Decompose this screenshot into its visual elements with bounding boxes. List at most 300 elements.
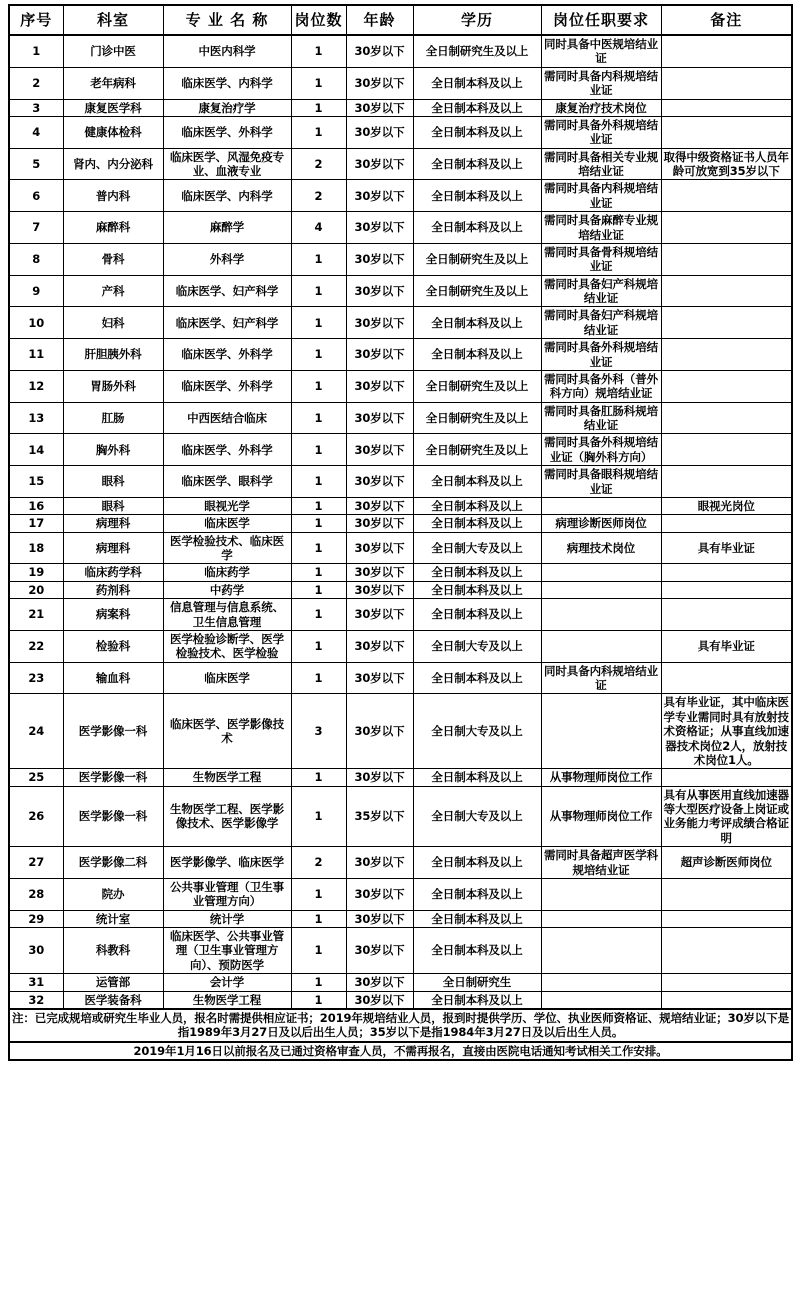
cell-requirements [541,497,661,514]
cell-education: 全日制大专及以上 [413,630,541,662]
cell-age: 30岁以下 [346,99,413,116]
cell-remarks [661,35,792,67]
cell-remarks: 具有毕业证 [661,532,792,564]
table-row [9,662,792,694]
column-header-major: 专 业 名 称 [163,5,291,35]
table-row [9,515,792,532]
cell-age: 30岁以下 [346,694,413,769]
cell-count: 1 [291,581,346,598]
cell-major: 医学检验技术、临床医学 [163,532,291,564]
cell-education: 全日制研究生及以上 [413,35,541,67]
cell-count: 1 [291,402,346,434]
cell-age: 35岁以下 [346,786,413,847]
cell-age: 30岁以下 [346,599,413,631]
cell-index: 8 [9,243,63,275]
cell-index: 22 [9,630,63,662]
cell-age: 30岁以下 [346,307,413,339]
cell-education: 全日制本科及以上 [413,148,541,180]
table-row [9,67,792,99]
cell-education: 全日制本科及以上 [413,466,541,498]
cell-count: 1 [291,116,346,148]
cell-major: 麻醉学 [163,212,291,244]
cell-age: 30岁以下 [346,148,413,180]
cell-count: 1 [291,67,346,99]
table-body [9,35,792,1009]
cell-department: 医学装备科 [63,991,163,1009]
cell-age: 30岁以下 [346,180,413,212]
cell-remarks [661,466,792,498]
cell-age: 30岁以下 [346,402,413,434]
column-header-remarks: 备注 [661,5,792,35]
cell-major: 临床医学、妇产科学 [163,307,291,339]
cell-index: 13 [9,402,63,434]
cell-department: 医学影像一科 [63,694,163,769]
cell-age: 30岁以下 [346,370,413,402]
cell-count: 1 [291,991,346,1009]
cell-requirements [541,928,661,974]
cell-remarks [661,275,792,307]
cell-department: 康复医学科 [63,99,163,116]
cell-requirements: 从事物理师岗位工作 [541,786,661,847]
cell-index: 5 [9,148,63,180]
recruitment-table [8,4,793,1061]
cell-count: 2 [291,847,346,879]
cell-requirements: 同时具备内科规培结业证 [541,662,661,694]
cell-remarks [661,180,792,212]
table-row [9,307,792,339]
cell-remarks [661,662,792,694]
cell-index: 20 [9,581,63,598]
cell-age: 30岁以下 [346,35,413,67]
cell-count: 1 [291,99,346,116]
cell-major: 临床医学、医学影像技术 [163,694,291,769]
table-row [9,694,792,769]
table-row [9,212,792,244]
cell-major: 临床医学、外科学 [163,434,291,466]
cell-age: 30岁以下 [346,974,413,991]
cell-count: 4 [291,212,346,244]
cell-count: 1 [291,630,346,662]
cell-age: 30岁以下 [346,532,413,564]
cell-index: 14 [9,434,63,466]
cell-education: 全日制大专及以上 [413,694,541,769]
cell-remarks [661,991,792,1009]
cell-requirements: 需同时具备外科规培结业证 [541,116,661,148]
table-row [9,974,792,991]
table-row [9,402,792,434]
cell-requirements: 需同时具备麻醉专业规培结业证 [541,212,661,244]
cell-remarks: 具有毕业证 [661,630,792,662]
cell-education: 全日制本科及以上 [413,878,541,910]
cell-index: 9 [9,275,63,307]
cell-remarks: 具有从事医用直线加速器等大型医疗设备上岗证或业务能力考评成绩合格证明 [661,786,792,847]
cell-major: 会计学 [163,974,291,991]
cell-department: 肝胆胰外科 [63,339,163,371]
cell-count: 1 [291,910,346,927]
column-header-index: 序号 [9,5,63,35]
cell-department: 妇科 [63,307,163,339]
cell-requirements [541,581,661,598]
cell-department: 胸外科 [63,434,163,466]
cell-major: 统计学 [163,910,291,927]
cell-education: 全日制大专及以上 [413,532,541,564]
cell-index: 31 [9,974,63,991]
cell-major: 生物医学工程、医学影像技术、医学影像学 [163,786,291,847]
cell-department: 医学影像二科 [63,847,163,879]
cell-count: 1 [291,243,346,275]
cell-department: 运管部 [63,974,163,991]
cell-index: 24 [9,694,63,769]
cell-count: 2 [291,148,346,180]
cell-requirements [541,599,661,631]
cell-requirements: 病理技术岗位 [541,532,661,564]
cell-major: 生物医学工程 [163,769,291,786]
cell-major: 临床医学、公共事业管理（卫生事业管理方向）、预防医学 [163,928,291,974]
cell-count: 1 [291,786,346,847]
cell-remarks [661,928,792,974]
cell-count: 1 [291,35,346,67]
cell-index: 21 [9,599,63,631]
cell-department: 麻醉科 [63,212,163,244]
cell-count: 1 [291,370,346,402]
cell-age: 30岁以下 [346,67,413,99]
cell-requirements [541,878,661,910]
cell-requirements: 需同时具备内科规培结业证 [541,180,661,212]
cell-education: 全日制本科及以上 [413,307,541,339]
table-row [9,991,792,1009]
cell-remarks: 取得中级资格证书人员年龄可放宽到35岁以下 [661,148,792,180]
cell-age: 30岁以下 [346,497,413,514]
cell-remarks [661,910,792,927]
cell-count: 1 [291,564,346,581]
cell-index: 28 [9,878,63,910]
cell-remarks [661,564,792,581]
cell-education: 全日制本科及以上 [413,67,541,99]
cell-requirements [541,910,661,927]
cell-index: 19 [9,564,63,581]
cell-requirements: 康复治疗技术岗位 [541,99,661,116]
cell-remarks [661,212,792,244]
cell-major: 医学影像学、临床医学 [163,847,291,879]
footnote-text: 注：已完成规培或研究生毕业人员，报名时需提供相应证书；2019年规培结业人员，报到时提供学历、学位、执业医师资格证、规培结业证；30岁以下是指1989年3月27日及以后出生人员；35岁以下是指1984年3月27日及以后出生人员。 [9,1009,792,1042]
table-row [9,581,792,598]
table-row [9,786,792,847]
cell-major: 医学检验诊断学、医学检验技术、医学检验 [163,630,291,662]
cell-count: 1 [291,878,346,910]
cell-count: 1 [291,974,346,991]
cell-requirements: 需同时具备相关专业规培结业证 [541,148,661,180]
table-row [9,910,792,927]
cell-requirements [541,564,661,581]
cell-education: 全日制研究生及以上 [413,402,541,434]
cell-department: 输血科 [63,662,163,694]
cell-requirements [541,991,661,1009]
cell-remarks [661,307,792,339]
cell-index: 15 [9,466,63,498]
cell-major: 临床医学、眼科学 [163,466,291,498]
cell-remarks [661,974,792,991]
cell-major: 中药学 [163,581,291,598]
cell-age: 30岁以下 [346,466,413,498]
cell-index: 25 [9,769,63,786]
cell-count: 2 [291,180,346,212]
cell-age: 30岁以下 [346,630,413,662]
cell-department: 统计室 [63,910,163,927]
cell-requirements: 需同时具备眼科规培结业证 [541,466,661,498]
table-header [9,5,792,35]
cell-age: 30岁以下 [346,878,413,910]
cell-department: 医学影像一科 [63,769,163,786]
cell-major: 中医内科学 [163,35,291,67]
cell-index: 3 [9,99,63,116]
cell-education: 全日制本科及以上 [413,599,541,631]
header-row [9,5,792,35]
cell-department: 药剂科 [63,581,163,598]
cell-age: 30岁以下 [346,928,413,974]
cell-age: 30岁以下 [346,212,413,244]
cell-education: 全日制本科及以上 [413,991,541,1009]
cell-index: 30 [9,928,63,974]
cell-education: 全日制研究生及以上 [413,275,541,307]
cell-remarks [661,67,792,99]
cell-requirements: 需同时具备外科规培结业证 [541,339,661,371]
cell-education: 全日制本科及以上 [413,212,541,244]
column-header-age: 年龄 [346,5,413,35]
cell-department: 医学影像一科 [63,786,163,847]
cell-requirements: 需同时具备内科规培结业证 [541,67,661,99]
cell-department: 临床药学科 [63,564,163,581]
table-row [9,878,792,910]
cell-education: 全日制研究生及以上 [413,370,541,402]
cell-remarks [661,515,792,532]
column-header-education: 学历 [413,5,541,35]
cell-department: 科教科 [63,928,163,974]
cell-remarks [661,599,792,631]
cell-major: 生物医学工程 [163,991,291,1009]
cell-department: 眼科 [63,466,163,498]
cell-requirements: 需同时具备超声医学科规培结业证 [541,847,661,879]
cell-department: 院办 [63,878,163,910]
cell-education: 全日制研究生及以上 [413,434,541,466]
cell-age: 30岁以下 [346,581,413,598]
cell-major: 临床医学、妇产科学 [163,275,291,307]
cell-major: 临床医学 [163,515,291,532]
cell-department: 病案科 [63,599,163,631]
table-row [9,769,792,786]
cell-requirements [541,694,661,769]
table-row [9,564,792,581]
table-row [9,599,792,631]
cell-department: 产科 [63,275,163,307]
cell-major: 眼视光学 [163,497,291,514]
table-row [9,180,792,212]
cell-index: 1 [9,35,63,67]
cell-requirements: 需同时具备外科（普外科方向）规培结业证 [541,370,661,402]
cell-age: 30岁以下 [346,434,413,466]
table-row [9,275,792,307]
cell-major: 公共事业管理（卫生事业管理方向） [163,878,291,910]
cell-requirements: 同时具备中医规培结业证 [541,35,661,67]
cell-age: 30岁以下 [346,910,413,927]
cell-index: 18 [9,532,63,564]
cell-education: 全日制研究生及以上 [413,243,541,275]
cell-major: 临床医学、内科学 [163,67,291,99]
cell-department: 普内科 [63,180,163,212]
table-row [9,148,792,180]
cell-index: 32 [9,991,63,1009]
cell-education: 全日制本科及以上 [413,180,541,212]
cell-major: 信息管理与信息系统、卫生信息管理 [163,599,291,631]
cell-education: 全日制本科及以上 [413,515,541,532]
cell-index: 7 [9,212,63,244]
cell-major: 临床医学 [163,662,291,694]
cell-count: 1 [291,275,346,307]
cell-age: 30岁以下 [346,515,413,532]
cell-department: 检验科 [63,630,163,662]
cell-requirements: 从事物理师岗位工作 [541,769,661,786]
cell-age: 30岁以下 [346,116,413,148]
table-row [9,466,792,498]
cell-index: 4 [9,116,63,148]
cell-age: 30岁以下 [346,662,413,694]
cell-index: 11 [9,339,63,371]
cell-major: 临床药学 [163,564,291,581]
cell-count: 1 [291,307,346,339]
cell-count: 1 [291,532,346,564]
column-header-department: 科室 [63,5,163,35]
cell-department: 病理科 [63,515,163,532]
cell-count: 1 [291,769,346,786]
cell-department: 老年病科 [63,67,163,99]
cell-remarks [661,581,792,598]
cell-requirements: 病理诊断医师岗位 [541,515,661,532]
cell-requirements [541,630,661,662]
cell-count: 3 [291,694,346,769]
cell-index: 2 [9,67,63,99]
table-row [9,116,792,148]
cell-remarks: 超声诊断医师岗位 [661,847,792,879]
footnote-row [9,1009,792,1042]
table-row [9,243,792,275]
table-footer [9,1009,792,1060]
cell-education: 全日制本科及以上 [413,581,541,598]
cell-major: 临床医学、外科学 [163,116,291,148]
cell-index: 27 [9,847,63,879]
cell-department: 骨科 [63,243,163,275]
cell-index: 6 [9,180,63,212]
cell-remarks: 眼视光岗位 [661,497,792,514]
cell-age: 30岁以下 [346,564,413,581]
cell-index: 12 [9,370,63,402]
cell-major: 中西医结合临床 [163,402,291,434]
cell-education: 全日制本科及以上 [413,99,541,116]
cell-age: 30岁以下 [346,847,413,879]
cell-education: 全日制本科及以上 [413,847,541,879]
cell-count: 1 [291,928,346,974]
table-row [9,928,792,974]
cell-major: 康复治疗学 [163,99,291,116]
cell-count: 1 [291,662,346,694]
cell-remarks [661,339,792,371]
cell-remarks [661,99,792,116]
cell-education: 全日制研究生 [413,974,541,991]
table-row [9,370,792,402]
cell-department: 肾内、内分泌科 [63,148,163,180]
cell-education: 全日制本科及以上 [413,928,541,974]
cell-age: 30岁以下 [346,769,413,786]
cell-remarks [661,434,792,466]
cell-index: 26 [9,786,63,847]
cell-index: 29 [9,910,63,927]
column-header-requirements: 岗位任职要求 [541,5,661,35]
cell-count: 1 [291,599,346,631]
cell-education: 全日制本科及以上 [413,116,541,148]
cell-requirements [541,974,661,991]
cell-age: 30岁以下 [346,339,413,371]
cell-index: 23 [9,662,63,694]
cell-remarks: 具有毕业证，其中临床医学专业需同时具有放射技术资格证；从事直线加速器技术岗位2人，放射技术岗位1人。 [661,694,792,769]
bottom-notice-row [9,1042,792,1060]
cell-count: 1 [291,434,346,466]
table-row [9,630,792,662]
cell-age: 30岁以下 [346,991,413,1009]
cell-department: 门诊中医 [63,35,163,67]
cell-major: 临床医学、内科学 [163,180,291,212]
cell-department: 眼科 [63,497,163,514]
table-row [9,847,792,879]
cell-remarks [661,116,792,148]
cell-requirements: 需同时具备肛肠科规培结业证 [541,402,661,434]
cell-requirements: 需同时具备妇产科规培结业证 [541,275,661,307]
cell-department: 肛肠 [63,402,163,434]
cell-education: 全日制本科及以上 [413,769,541,786]
cell-major: 临床医学、外科学 [163,339,291,371]
cell-education: 全日制本科及以上 [413,339,541,371]
cell-education: 全日制本科及以上 [413,662,541,694]
table-row [9,434,792,466]
cell-department: 病理科 [63,532,163,564]
cell-major: 临床医学、风湿免疫专业、血液专业 [163,148,291,180]
cell-remarks [661,402,792,434]
bottom-notice-text: 2019年1月16日以前报名及已通过资格审查人员，不需再报名，直接由医院电话通知考试相关工作安排。 [9,1042,792,1060]
cell-requirements: 需同时具备骨科规培结业证 [541,243,661,275]
cell-count: 1 [291,466,346,498]
cell-requirements: 需同时具备妇产科规培结业证 [541,307,661,339]
column-header-count: 岗位数 [291,5,346,35]
cell-remarks [661,769,792,786]
table-row [9,339,792,371]
cell-index: 10 [9,307,63,339]
cell-remarks [661,370,792,402]
cell-age: 30岁以下 [346,275,413,307]
cell-department: 胃肠外科 [63,370,163,402]
cell-count: 1 [291,515,346,532]
cell-education: 全日制本科及以上 [413,910,541,927]
cell-index: 17 [9,515,63,532]
cell-count: 1 [291,339,346,371]
table-row [9,532,792,564]
cell-major: 外科学 [163,243,291,275]
cell-remarks [661,243,792,275]
cell-index: 16 [9,497,63,514]
cell-education: 全日制本科及以上 [413,497,541,514]
cell-major: 临床医学、外科学 [163,370,291,402]
cell-department: 健康体检科 [63,116,163,148]
cell-remarks [661,878,792,910]
cell-requirements: 需同时具备外科规培结业证（胸外科方向） [541,434,661,466]
cell-count: 1 [291,497,346,514]
cell-education: 全日制大专及以上 [413,786,541,847]
